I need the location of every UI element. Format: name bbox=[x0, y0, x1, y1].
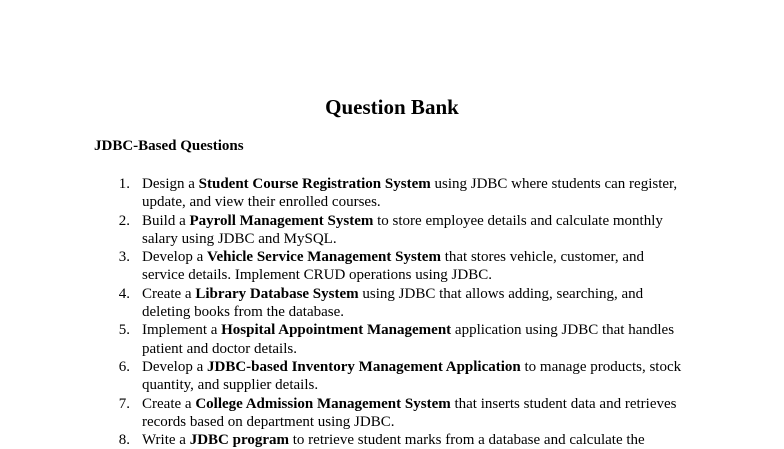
item-number: 3. bbox=[118, 249, 130, 266]
item-text-before: Implement a bbox=[142, 322, 222, 339]
item-text-after: that stores vehicle, customer, and service details. Implement CRUD operations using JDBC. bbox=[142, 249, 645, 284]
list-item bbox=[0, 285, 682, 322]
item-number: 8. bbox=[118, 432, 130, 449]
item-text-after: that inserts student data and retrieves records based on department using JDBC. bbox=[142, 395, 677, 430]
item-number: 6. bbox=[118, 358, 130, 375]
item-text-before: Develop a bbox=[142, 358, 207, 375]
item-text-bold: College Admission Management System bbox=[195, 395, 451, 412]
item-number: 5. bbox=[118, 322, 130, 339]
list-item bbox=[0, 358, 682, 395]
item-text-before: Build a bbox=[142, 212, 190, 229]
item-text-before: Design a bbox=[142, 176, 199, 192]
item-text-bold: JDBC program bbox=[189, 432, 290, 449]
item-text-bold: Vehicle Service Management System bbox=[206, 249, 441, 266]
item-text-after: to retrieve student marks from a database and calculate the bbox=[289, 432, 645, 449]
item-text-before: Write a bbox=[142, 432, 190, 449]
list-item bbox=[0, 248, 682, 285]
list-item bbox=[0, 395, 682, 432]
item-text-after: to store employee details and calculate monthly salary using JDBC and MySQL. bbox=[142, 212, 663, 247]
page-title: Question Bank bbox=[325, 95, 459, 119]
section-heading: JDBC-Based Questions bbox=[94, 138, 244, 154]
item-number: 4. bbox=[118, 285, 130, 302]
item-text-bold: Library Database System bbox=[195, 285, 359, 302]
item-text-after: to manage products, stock quantity, and supplier details. bbox=[142, 358, 682, 394]
item-text-bold: Hospital Appointment Management bbox=[221, 322, 452, 339]
list-item bbox=[0, 212, 682, 249]
item-text-bold: JDBC-based Inventory Management Application bbox=[206, 358, 521, 375]
list-item bbox=[0, 431, 682, 449]
item-number: 7. bbox=[118, 395, 130, 412]
item-text-before: Create a bbox=[142, 395, 196, 412]
list-item bbox=[0, 321, 682, 358]
item-number: 1. bbox=[118, 176, 130, 192]
item-text-bold: Student Course Registration System bbox=[198, 176, 431, 192]
item-text-after: using JDBC where students can register, update, and view their enrolled courses. bbox=[142, 176, 678, 211]
question-list bbox=[0, 175, 682, 449]
item-text-after: application using JDBC that handles patient and doctor details. bbox=[142, 322, 675, 357]
item-text-after: using JDBC that allows adding, searching, and deleting books from the database. bbox=[142, 285, 644, 321]
item-text-before: Create a bbox=[142, 285, 196, 302]
item-text-before: Develop a bbox=[142, 249, 207, 266]
item-number: 2. bbox=[118, 212, 130, 229]
list-item bbox=[0, 175, 682, 212]
item-text-bold: Payroll Management System bbox=[189, 212, 374, 229]
